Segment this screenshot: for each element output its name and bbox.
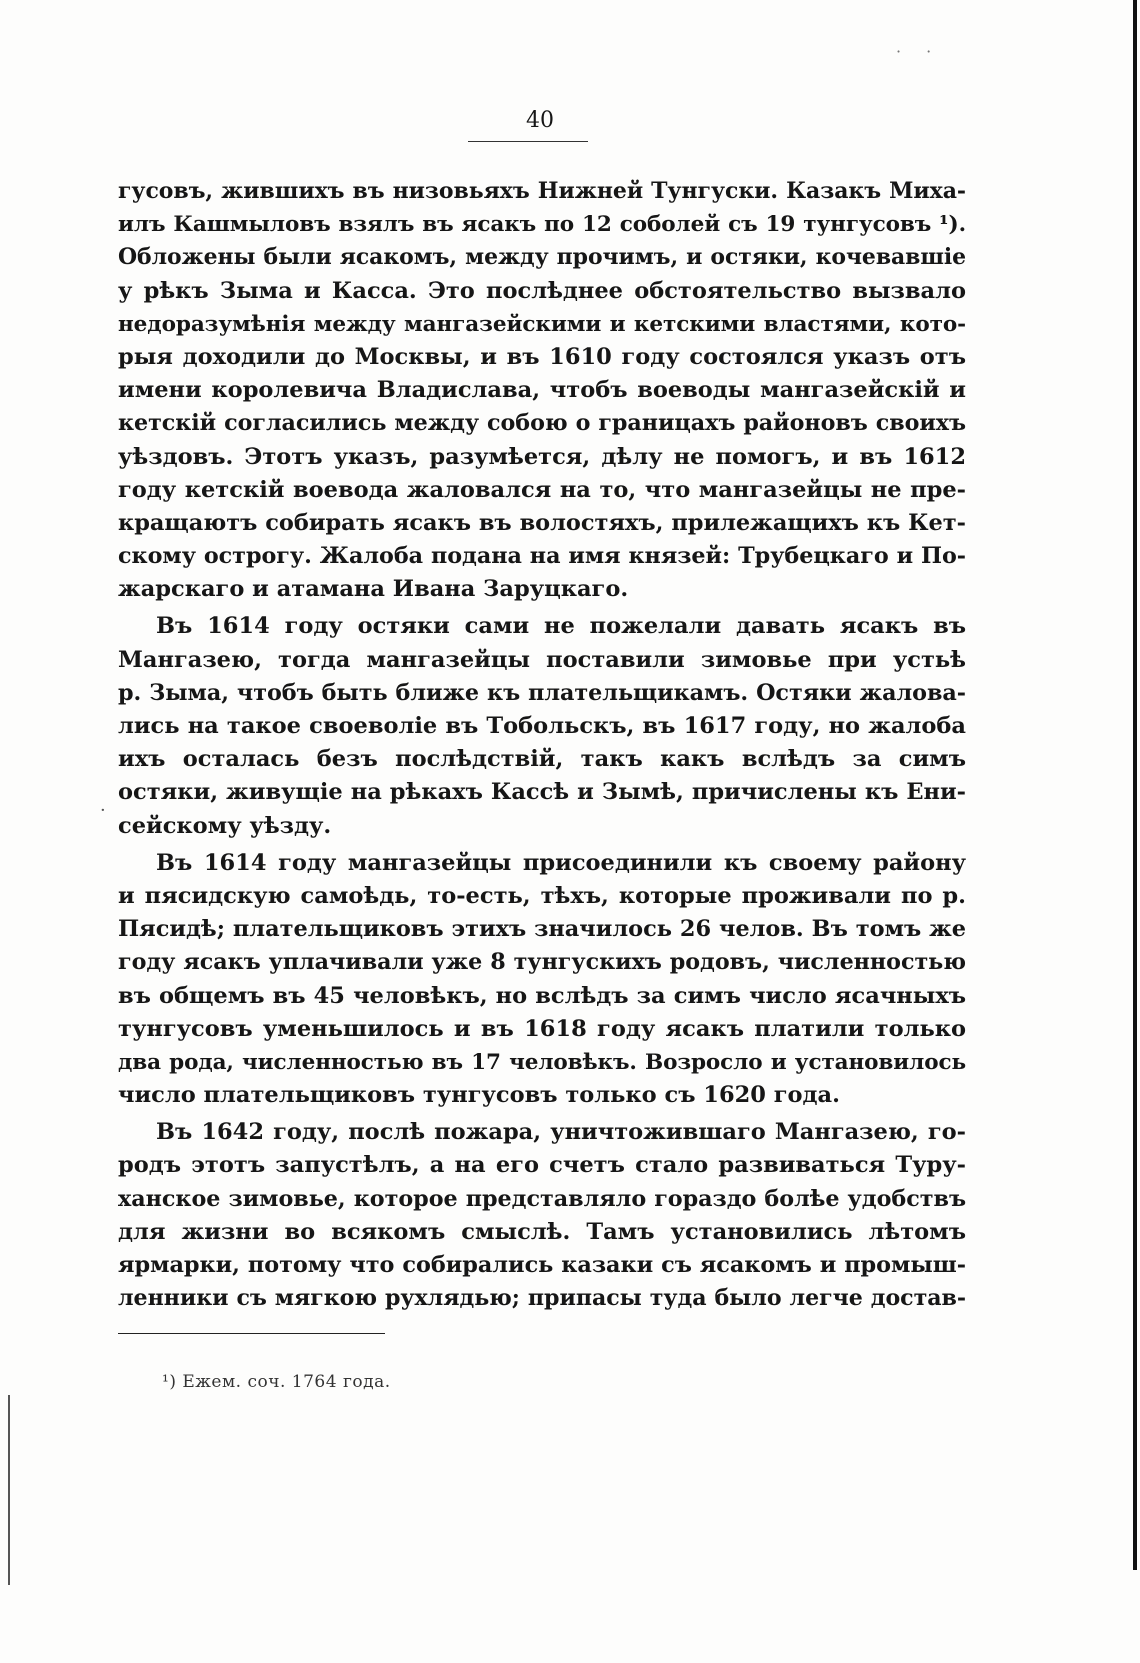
footnote-rule [118, 1333, 385, 1334]
page-number-rule [468, 141, 588, 142]
text-line: Въ 1614 году остяки сами не пожелали давать ясакъ въ [156, 613, 966, 640]
text-line: Въ 1642 году, послѣ пожара, уничтожившаго Мангазею, го- [156, 1119, 966, 1146]
scan-edge-left [8, 1395, 10, 1585]
text-line: имени королевича Владислава, чтобъ воеводы мангазейскій и [118, 377, 966, 404]
text-line: и пясидскую самоѣдь, то-есть, тѣхъ, которые проживали по р. [118, 882, 966, 909]
text-line: Обложены были ясакомъ, между прочимъ, и остяки, кочевавшіе [118, 244, 966, 271]
text-line: ярмарки, потому что собирались казаки съ ясакомъ и промыш- [118, 1252, 966, 1278]
scan-speck: · · [896, 42, 942, 61]
text-line: у рѣкъ Зыма и Касса. Это послѣднее обстоятельство вызвало [118, 277, 966, 304]
text-line: тунгусовъ уменьшилось и въ 1618 году ясакъ платили только [118, 1015, 966, 1042]
text-line: въ общемъ въ 45 человѣкъ, но вслѣдъ за симъ число ясачныхъ [118, 982, 966, 1009]
text-line: уѣздовъ. Этотъ указъ, разумѣется, дѣлу не помогъ, и въ 1612 [118, 443, 966, 470]
text-line: родъ этотъ запустѣлъ, а на его счетъ стало развиваться Туру- [118, 1152, 966, 1179]
text-line: лись на такое своеволіе въ Тобольскъ, въ 1617 году, но жалоба [118, 713, 966, 739]
page-number: 40 [526, 108, 554, 133]
scan-edge-right [1133, 0, 1137, 1570]
text-line: Въ 1614 году мангазейцы присоединили къ своему району [156, 849, 966, 876]
text-line: скому острогу. Жалоба подана на имя князей: Трубецкаго и По- [118, 543, 966, 570]
text-line: Мангазею, тогда мангазейцы поставили зимовье при устьѣ [118, 646, 966, 673]
text-line: гусовъ, жившихъ въ низовьяхъ Нижней Тунгуски. Казакъ Миха- [118, 178, 966, 204]
text-line: для жизни во всякомъ смыслѣ. Тамъ установились лѣтомъ [118, 1218, 966, 1245]
text-line: ленники съ мягкою рухлядью; припасы туда было легче достав- [118, 1285, 966, 1312]
text-line: р. Зыма, чтобъ быть ближе къ плательщикамъ. Остяки жалова- [118, 679, 966, 706]
text-line: рыя доходили до Москвы, и въ 1610 году состоялся указъ отъ [118, 343, 966, 370]
text-line: ханское зимовье, которое представляло гораздо болѣе удобствъ [118, 1185, 966, 1212]
text-line: году ясакъ уплачивали уже 8 тунгускихъ родовъ, численностью [118, 949, 966, 976]
text-line: два рода, численностью въ 17 человѣкъ. Возросло и установилось [118, 1049, 966, 1075]
scan-speck: · [100, 800, 106, 821]
text-line: году кетскій воевода жаловался на то, что мангазейцы не пре- [118, 476, 966, 503]
text-line: кращаютъ собирать ясакъ въ волостяхъ, прилежащихъ къ Кет- [118, 509, 966, 536]
text-line: кетскій согласились между собою о границахъ районовъ своихъ [118, 410, 966, 437]
text-line: Пясидѣ; плательщиковъ этихъ значилось 26 челов. Въ томъ же [118, 916, 966, 943]
text-line: ихъ осталась безъ послѣдствій, такъ какъ вслѣдъ за симъ [118, 746, 966, 773]
text-line: илъ Кашмыловъ взялъ въ ясакъ по 12 соболей съ 19 тунгусовъ ¹). [118, 212, 966, 238]
text-line: недоразумѣнія между мангазейскими и кетскими властями, кото- [118, 311, 966, 337]
text-line: число плательщиковъ тунгусовъ только съ 1620 года. [118, 1082, 840, 1109]
text-line: жарскаго и атамана Ивана Заруцкаго. [118, 576, 629, 603]
text-line: остяки, живущіе на рѣкахъ Кассѣ и Зымѣ, причислены къ Ени- [118, 779, 966, 806]
text-line: сейскому уѣзду. [118, 812, 332, 839]
footnote: ¹) Ежем. соч. 1764 года. [162, 1372, 391, 1392]
body-text [118, 175, 966, 1315]
